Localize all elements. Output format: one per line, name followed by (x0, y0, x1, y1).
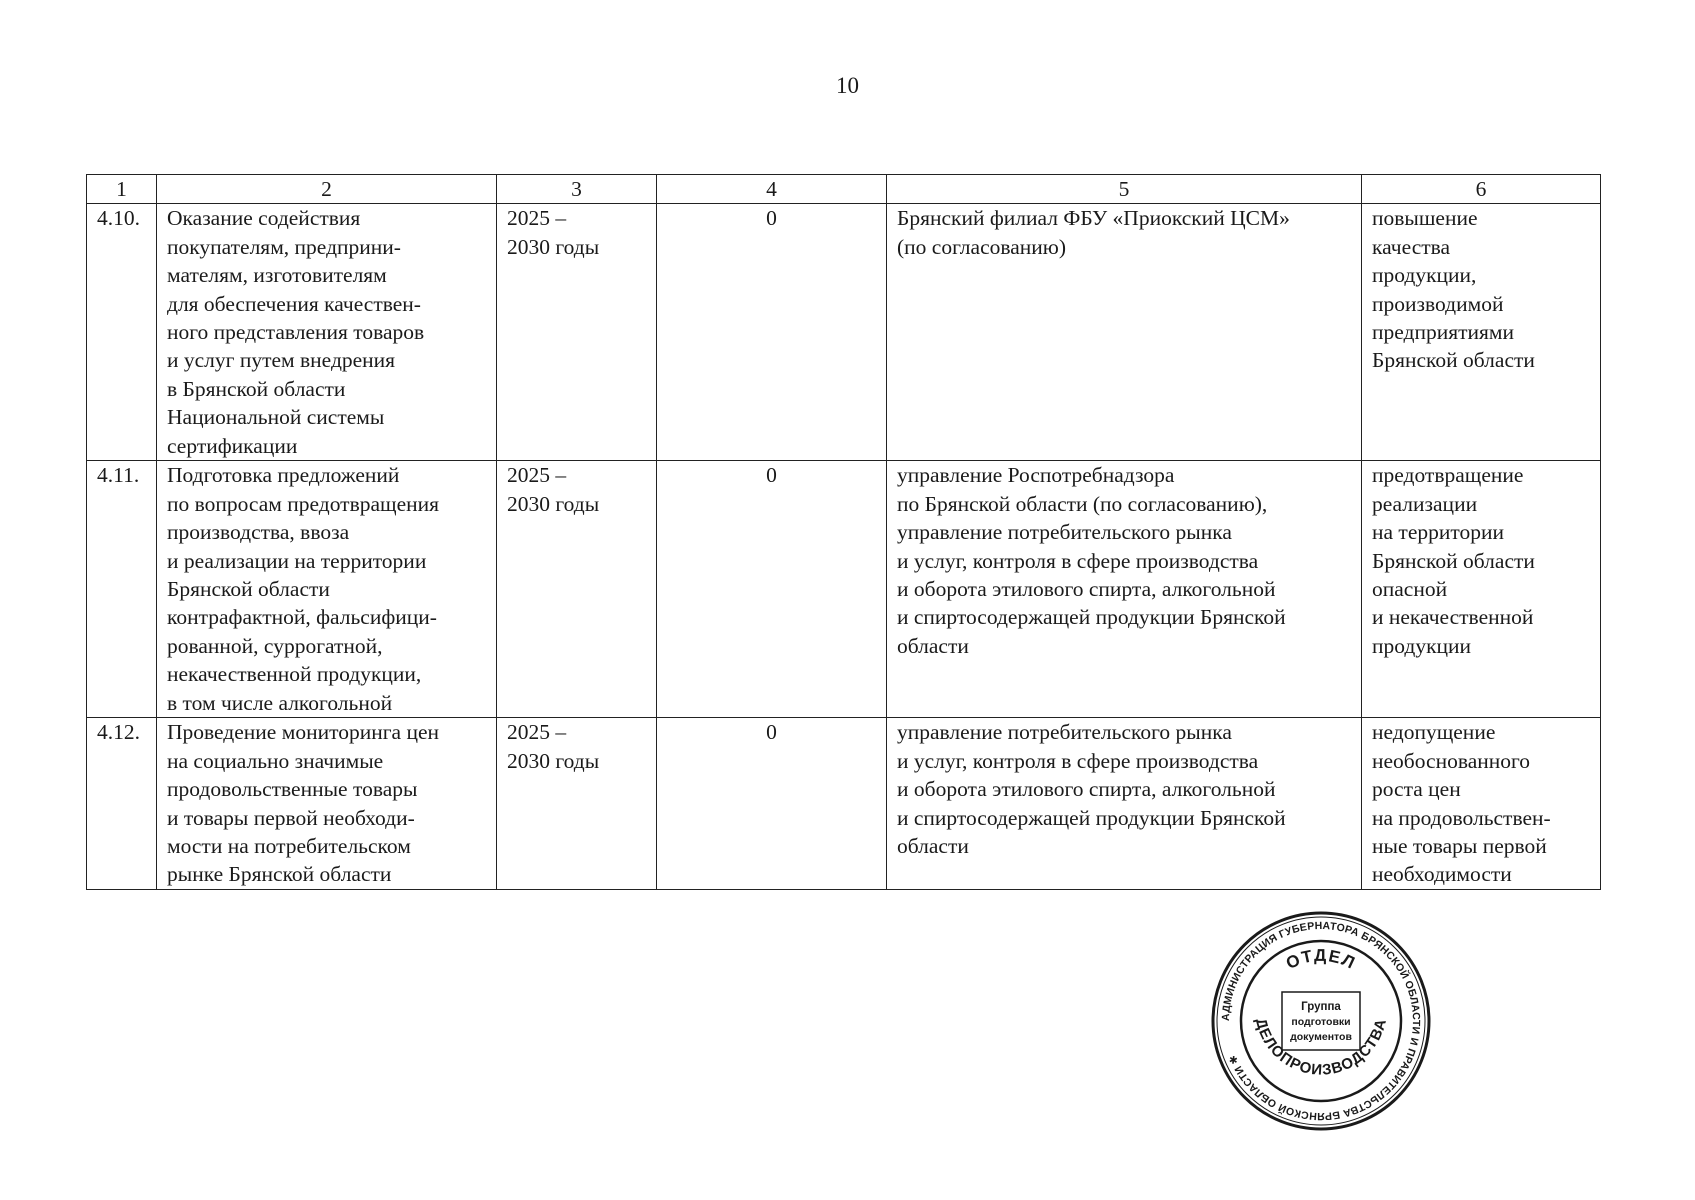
row-number: 4.10. (87, 204, 157, 461)
table-row (87, 204, 1601, 461)
stamp-center-line3: документов (1290, 1031, 1352, 1043)
office-seal-stamp (1210, 910, 1432, 1132)
header-cell-1: 1 (87, 175, 157, 204)
period: 2025 – 2030 годы (497, 461, 657, 718)
executor: Брянский филиал ФБУ «Приокский ЦСМ» (по согласованию) (887, 204, 1362, 461)
expected-result: предотвращение реализации на территории Брянской области опасной и некачественной продукции (1362, 461, 1601, 718)
measure-name: Подготовка предложений по вопросам предотвращения производства, ввоза и реализации на территории Брянской области контрафактной, фальсифици- рованной, суррогатной, некачественной продукции, в том числе алкогольной (157, 461, 497, 718)
period: 2025 – 2030 годы (497, 718, 657, 889)
executor: управление Роспотребнадзора по Брянской области (по согласованию), управление потребительского рынка и услуг, контроля в сфере производства и оборота этилового спирта, алкогольной и спиртосодержащей продукции Брянской области (887, 461, 1362, 718)
header-cell-5: 5 (887, 175, 1362, 204)
amount: 0 (657, 718, 887, 889)
stamp-dept-line1: ОТДЕЛ (1283, 945, 1359, 974)
measure-name: Оказание содействия покупателям, предприни- мателям, изготовителям для обеспечения качествен- ного представления товаров и услуг путем внедрения в Брянской области Национальной системы сертификации (157, 204, 497, 461)
stamp-ring-text: АДМИНИСТРАЦИЯ ГУБЕРНАТОРА БРЯНСКОЙ ОБЛАСТИ И ПРАВИТЕЛЬСТВА БРЯНСКОЙ ОБЛАСТИ ✱ (1219, 919, 1423, 1123)
header-cell-2: 2 (157, 175, 497, 204)
amount: 0 (657, 204, 887, 461)
row-number: 4.11. (87, 461, 157, 718)
header-cell-4: 4 (657, 175, 887, 204)
table-row (87, 718, 1601, 889)
expected-result: недопущение необоснованного роста цен на продовольствен- ные товары первой необходимости (1362, 718, 1601, 889)
page-number: 10 (836, 73, 859, 98)
table-header-row (87, 175, 1601, 204)
stamp-center-line2: подготовки (1291, 1016, 1351, 1028)
measure-name: Проведение мониторинга цен на социально значимые продовольственные товары и товары первой необходи- мости на потребительском рынке Брянской области (157, 718, 497, 889)
stamp-dept-line2: ДЕЛОПРОИЗВОДСТВА (1251, 1016, 1391, 1079)
header-cell-3: 3 (497, 175, 657, 204)
measures-table (86, 174, 1601, 890)
executor: управление потребительского рынка и услуг, контроля в сфере производства и оборота этилового спирта, алкогольной и спиртосодержащей продукции Брянской области (887, 718, 1362, 889)
row-number: 4.12. (87, 718, 157, 889)
stamp-center-line1: Группа (1301, 1001, 1341, 1013)
expected-result: повышение качества продукции, производимой предприятиями Брянской области (1362, 204, 1601, 461)
header-cell-6: 6 (1362, 175, 1601, 204)
svg-text:ОТДЕЛ (1283, 946, 1359, 973)
period: 2025 – 2030 годы (497, 204, 657, 461)
table-row (87, 461, 1601, 718)
amount: 0 (657, 461, 887, 718)
